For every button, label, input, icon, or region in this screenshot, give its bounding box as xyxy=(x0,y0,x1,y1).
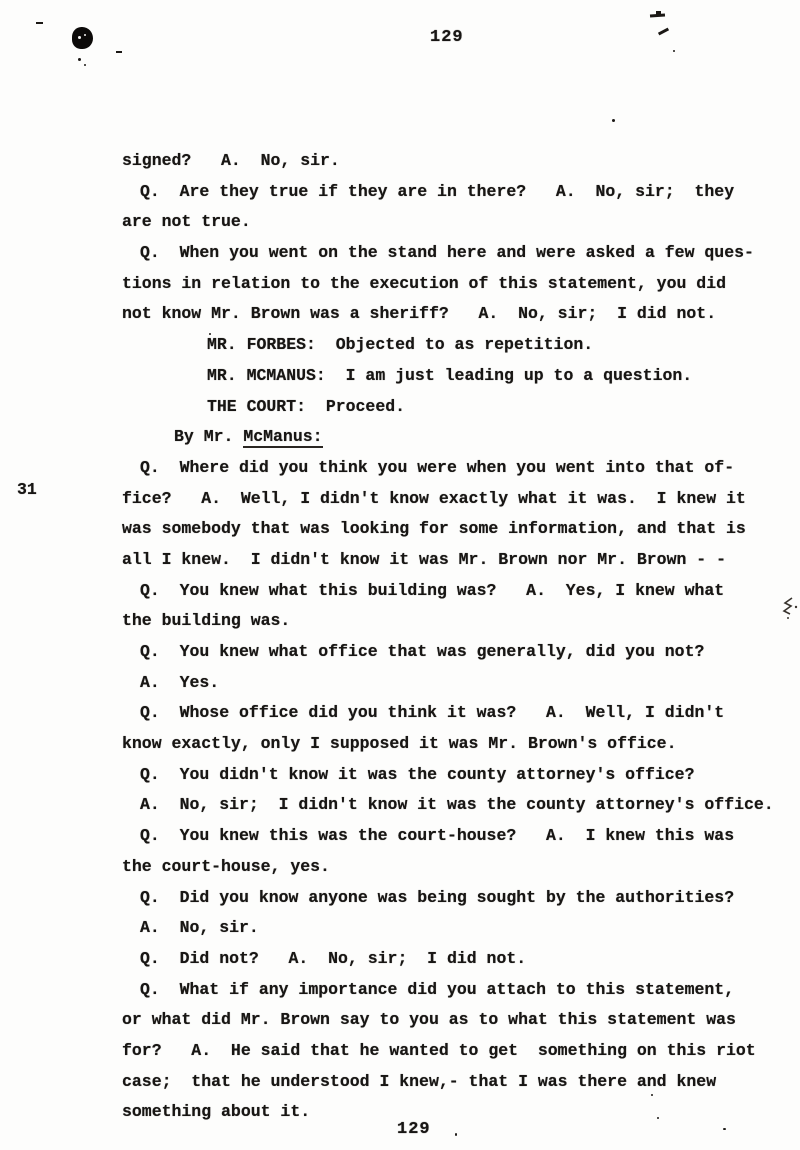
ink-blot xyxy=(72,27,93,49)
transcript-line: are not true. xyxy=(122,212,251,232)
transcript-line: fice? A. Well, I didn't know exactly what it was. I knew it xyxy=(122,488,746,508)
transcript-line: Q. You knew what this building was? A. Yes, I knew what xyxy=(140,580,725,600)
transcript-line: Q. Did you know anyone was being sought by the authorities? xyxy=(140,887,735,907)
scan-speck xyxy=(78,58,81,61)
margin-note: 31 xyxy=(17,480,37,499)
page-number-bottom: 129 xyxy=(397,1120,431,1139)
scan-speck xyxy=(36,22,43,24)
transcript-line: tions in relation to the execution of this statement, you did xyxy=(122,273,726,293)
transcript-line: the court-house, yes. xyxy=(122,856,330,876)
transcript-line: MR. MCMANUS: I am just leading up to a question. xyxy=(207,365,693,385)
scan-speck xyxy=(455,1133,457,1136)
transcript-line: Q. You knew this was the court-house? A. I knew this was xyxy=(140,826,735,846)
transcript-line: case; that he understood I knew,- that I was there and knew xyxy=(122,1071,717,1091)
transcript-line: Q. You didn't know it was the county attorney's office? xyxy=(140,764,695,784)
transcript-line: A. No, sir; I didn't know it was the county attorney's office. xyxy=(140,795,774,815)
transcript-line: Q. When you went on the stand here and were asked a few ques- xyxy=(140,243,754,263)
transcript-line: Q. Are they true if they are in there? A. No, sir; they xyxy=(140,181,735,201)
scan-speck xyxy=(673,50,675,52)
transcript-line: the building was. xyxy=(122,611,291,631)
pencil-mark xyxy=(656,11,661,15)
transcript-body xyxy=(122,146,790,1128)
transcript-line: was somebody that was looking for some information, and that is xyxy=(122,519,746,539)
transcript-line: A. Yes. xyxy=(140,672,220,692)
transcript-line: signed? A. No, sir. xyxy=(122,151,340,170)
transcript-line: something about it. xyxy=(122,1102,311,1122)
transcript-line: all I knew. I didn't know it was Mr. Brown nor Mr. Brown - - xyxy=(122,549,726,569)
transcript-line: Q. What if any importance did you attach to this statement, xyxy=(140,979,735,999)
transcript-line: By Mr. McManus: xyxy=(174,427,323,447)
scan-speck xyxy=(612,119,615,122)
transcript-line: A. No, sir. xyxy=(140,918,259,938)
page-number-top: 129 xyxy=(430,28,464,47)
transcript-line: MR. FORBES: Objected to as repetition. xyxy=(207,335,594,355)
transcript-line: for? A. He said that he wanted to get something on this riot xyxy=(122,1040,756,1060)
transcript-line: Q. Whose office did you think it was? A. Well, I didn't xyxy=(140,703,725,723)
transcript-line: Q. You knew what office that was generally, did you not? xyxy=(140,642,705,661)
transcript-line: THE COURT: Proceed. xyxy=(207,396,406,416)
scan-speck xyxy=(116,51,122,53)
transcript-line: Q. Where did you think you were when you went into that of- xyxy=(140,457,735,477)
transcript-line: Q. Did not? A. No, sir; I did not. xyxy=(140,948,527,968)
scan-speck xyxy=(84,64,86,66)
pencil-mark xyxy=(658,28,669,36)
transcript-line: know exactly, only I supposed it was Mr. Brown's office. xyxy=(122,734,677,754)
transcript-line: or what did Mr. Brown say to you as to what this statement was xyxy=(122,1010,736,1030)
scan-speck xyxy=(723,1128,726,1130)
transcript-line: not know Mr. Brown was a sheriff? A. No, sir; I did not. xyxy=(122,304,717,324)
